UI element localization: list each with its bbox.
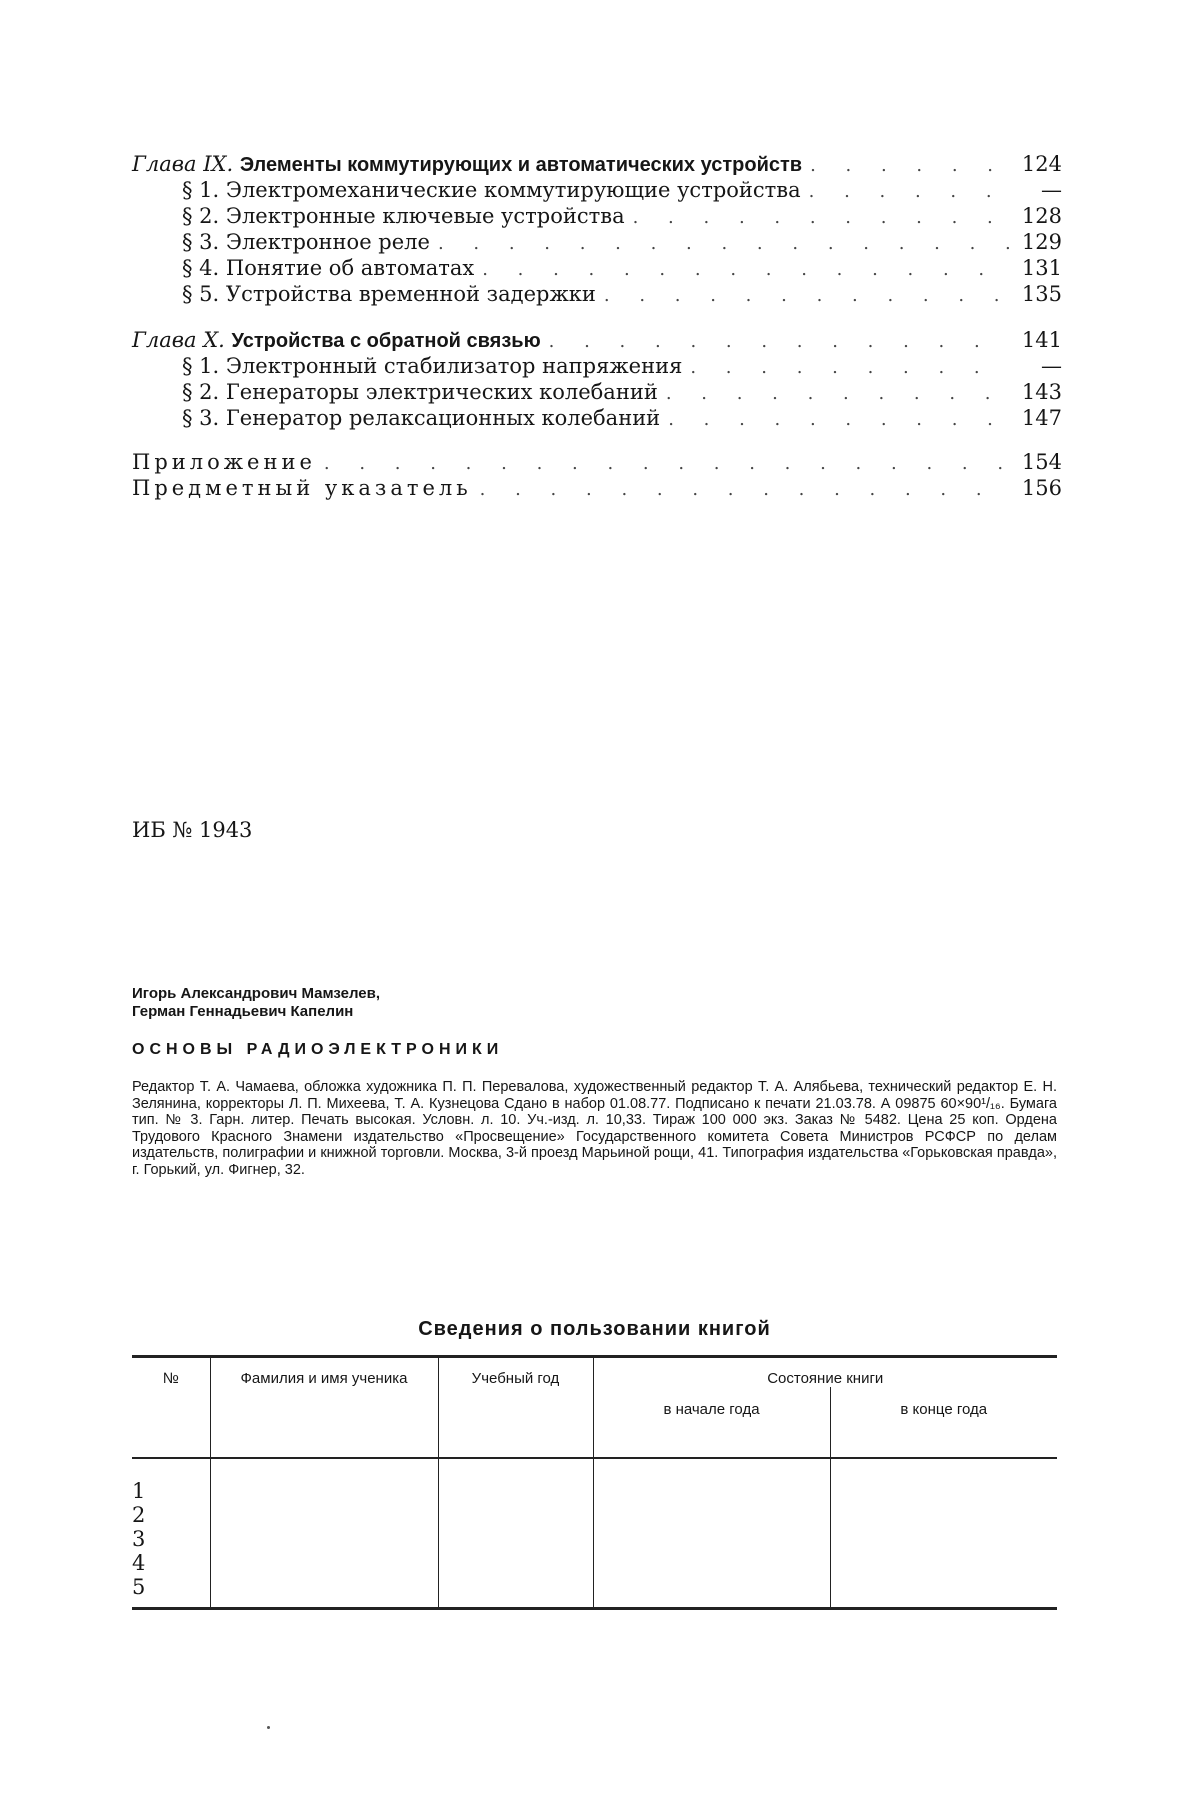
- toc-section: § 3. Генератор релаксационных колебаний . . . 147: [132, 406, 1062, 432]
- leader-dots: [668, 407, 1010, 432]
- toc-section: § 5. Устройства временной задержки . . . 135: [132, 282, 1062, 308]
- table-row: [132, 1458, 1057, 1609]
- row-number: 3: [132, 1527, 146, 1551]
- leader-dots: [480, 477, 1010, 502]
- toc-page-number: 129: [1021, 230, 1062, 254]
- row-number: 2: [132, 1503, 146, 1527]
- toc-page-number: 143: [1021, 380, 1062, 404]
- column-header-end-of-year: в конце года: [830, 1387, 1057, 1458]
- column-header-year: Учебный год: [438, 1357, 593, 1459]
- leader-dots: [324, 451, 1010, 476]
- toc-appendix: Приложение . . . 154: [132, 450, 1062, 476]
- toc-subject-index: Предметный указатель . . . 156: [132, 476, 1062, 502]
- leader-dots: [633, 205, 1010, 230]
- toc-page-number: —: [1041, 178, 1062, 202]
- row-numbers-cell: [132, 1458, 210, 1609]
- toc-page-number: —: [1041, 354, 1062, 378]
- leader-dots: [690, 355, 1010, 380]
- chapter-10-title: Устройства с обратной связью: [231, 330, 541, 352]
- toc-page-number: 154: [1021, 450, 1062, 474]
- author-2: Герман Геннадьевич Капелин: [132, 1003, 354, 1020]
- year-cell: [438, 1458, 593, 1609]
- toc-section: § 2. Генераторы электрических колебаний . . . 143: [132, 380, 1062, 406]
- toc-section: § 1. Электромеханические коммутирующие устройства . . . —: [132, 178, 1062, 204]
- leader-dots: [809, 179, 1010, 204]
- toc-page-number: 156: [1021, 476, 1062, 500]
- toc-section: § 4. Понятие об автоматах . . . 131: [132, 256, 1062, 282]
- table-of-contents: [132, 150, 1062, 502]
- imprint-block: [132, 985, 1057, 1179]
- toc-page-number: 147: [1021, 406, 1062, 430]
- print-speck: [267, 1726, 270, 1729]
- chapter-9-title: Элементы коммутирующих и автоматических устройств: [239, 154, 803, 176]
- toc-section: § 2. Электронные ключевые устройства . . . 128: [132, 204, 1062, 230]
- book-title: ОСНОВЫ РАДИОЭЛЕКТРОНИКИ: [132, 1041, 504, 1058]
- row-number: 5: [132, 1575, 146, 1599]
- chapter-9-prefix: Глава IX.: [132, 152, 234, 176]
- name-cell: [210, 1458, 438, 1609]
- toc-page-number: 135: [1021, 282, 1062, 306]
- toc-chapter-9: [132, 152, 1062, 178]
- leader-dots: [604, 283, 1010, 308]
- column-header-condition: Состояние книги: [593, 1357, 1057, 1388]
- authors: [132, 985, 1057, 1021]
- toc-page-number: 131: [1021, 256, 1062, 280]
- leader-dots: [438, 231, 1010, 256]
- usage-table-title: Сведения о пользовании книгой: [418, 1318, 771, 1340]
- end-of-year-cell: [830, 1458, 1057, 1609]
- toc-section: § 1. Электронный стабилизатор напряжения . . . —: [132, 354, 1062, 380]
- toc-section: § 3. Электронное реле . . . 129: [132, 230, 1062, 256]
- publication-credits: Редактор Т. А. Чамаева, обложка художника П. П. Перевалова, художественный редактор Т. А. Алябьева, технический редактор Е. Н. Зелянина, корректоры Л. П. Михеева, Т. А. Кузнецова Сдано в набор 01.08.77. Подписано к печати 21.03.78. А 09875 60×90¹/₁₆. Бумага тип. № 3. Гарн. литер. Печать высокая. Условн. л. 10. Уч.-изд. л. 10,33. Тираж 100 000 экз. Заказ № 5482. Цена 25 коп. Ордена Трудового Красного Знамени издательство «Просвещение» Государственного комитета Совета Министров РСФСР по делам издательств, полиграфии и книжной торговли. Москва, 3-й проезд Марьиной рощи, 41. Типография издательства «Горьковская правда», г. Горький, ул. Фигнер, 32.: [132, 1079, 1057, 1178]
- toc-page-number: 141: [1021, 328, 1062, 352]
- leader-dots: [810, 153, 1010, 178]
- ib-number: ИБ № 1943: [132, 818, 253, 842]
- leader-dots: [666, 381, 1010, 406]
- row-number: 4: [132, 1551, 146, 1575]
- column-header-number: №: [132, 1357, 210, 1459]
- start-of-year-cell: [593, 1458, 830, 1609]
- leader-dots: [482, 257, 1010, 282]
- author-1: Игорь Александрович Мамзелев,: [132, 985, 381, 1002]
- leader-dots: [549, 329, 1010, 354]
- column-header-start-of-year: в начале года: [593, 1387, 830, 1458]
- book-usage-section: [132, 1318, 1057, 1610]
- toc-page-number: 124: [1021, 152, 1062, 176]
- usage-table: [132, 1355, 1057, 1610]
- row-number: 1: [132, 1479, 146, 1503]
- column-header-name: Фамилия и имя ученика: [210, 1357, 438, 1459]
- chapter-10-prefix: Глава X.: [132, 328, 225, 352]
- toc-chapter-10: [132, 328, 1062, 354]
- toc-page-number: 128: [1021, 204, 1062, 228]
